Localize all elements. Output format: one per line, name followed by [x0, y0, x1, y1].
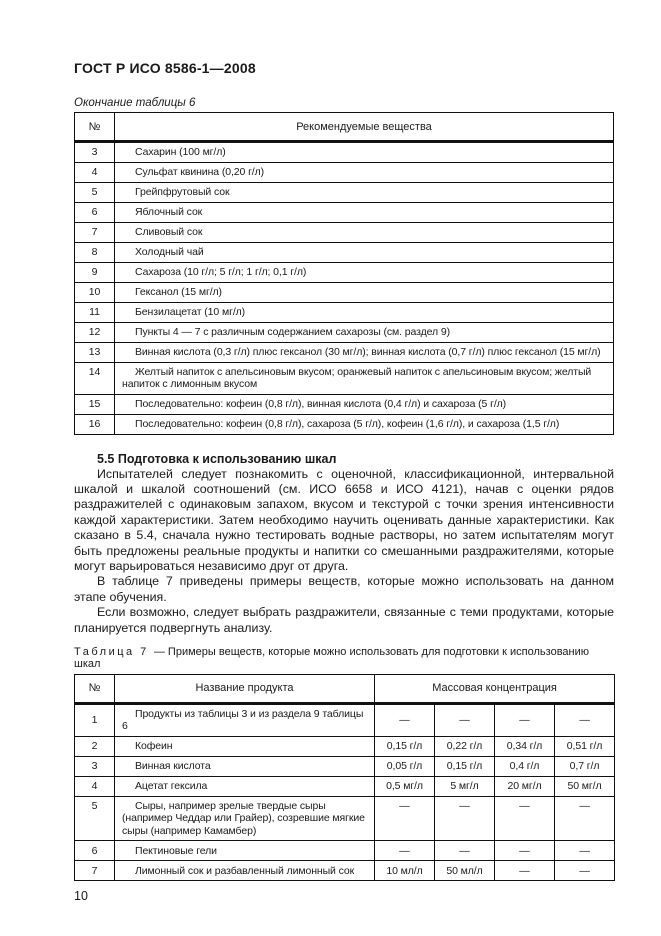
substance-cell: Сливовый сок: [115, 222, 614, 242]
row-number: 9: [75, 262, 115, 282]
row-number: 12: [75, 322, 115, 342]
concentration-cell: 0,34 г/л: [495, 736, 555, 756]
row-number: 3: [75, 142, 115, 163]
section-paragraphs: [74, 467, 614, 636]
substance-cell: Желтый напиток с апельсиновым вкусом; оранжевый напиток с апельсиновым вкусом; желтый напиток с лимонным вкусом: [115, 362, 614, 394]
table6-continuation-caption: Окончание таблицы 6: [74, 97, 196, 109]
column-header-product: Название продукта: [115, 674, 375, 703]
row-number: 16: [75, 414, 115, 434]
row-number: 5: [75, 182, 115, 202]
row-number: 10: [75, 282, 115, 302]
row-number: 7: [75, 222, 115, 242]
table-row: [75, 841, 615, 861]
substance-cell: Холодный чай: [115, 242, 614, 262]
substance-cell: Сахароза (10 г/л; 5 г/л; 1 г/л; 0,1 г/л): [115, 262, 614, 282]
row-number: 4: [75, 162, 115, 182]
concentration-cell: —: [495, 861, 555, 881]
table-header-row: [75, 674, 615, 703]
concentration-cell: —: [495, 841, 555, 861]
concentration-cell: —: [435, 841, 495, 861]
column-header-number: №: [75, 674, 115, 703]
substance-cell: Бензилацетат (10 мг/л): [115, 302, 614, 322]
table-row: [75, 342, 614, 362]
row-number: 8: [75, 242, 115, 262]
table7-caption: [74, 646, 614, 670]
concentration-cell: 50 мл/л: [435, 861, 495, 881]
row-number: 6: [75, 202, 115, 222]
table7-scale-training-substances: [74, 674, 615, 882]
table-row: [75, 756, 615, 776]
concentration-cell: —: [555, 703, 615, 736]
concentration-cell: —: [435, 703, 495, 736]
product-cell: Сыры, например зрелые твердые сыры (например Чеддар или Грайер), созревшие мягкие сыры (например Камамбер): [115, 796, 375, 841]
concentration-cell: 20 мг/л: [495, 776, 555, 796]
table-header-row: [75, 113, 614, 142]
table-row: [75, 202, 614, 222]
document-code: ГОСТ Р ИСО 8586-1—2008: [74, 60, 256, 76]
table-row: [75, 414, 614, 434]
row-number: 13: [75, 342, 115, 362]
table-row: [75, 142, 614, 163]
concentration-cell: —: [555, 861, 615, 881]
table-row: [75, 222, 614, 242]
concentration-cell: 5 мг/л: [435, 776, 495, 796]
page-number: 10: [74, 889, 88, 904]
product-cell: Ацетат гексила: [115, 776, 375, 796]
substance-cell: Последовательно: кофеин (0,8 г/л), винная кислота (0,4 г/л) и сахароза (5 г/л): [115, 394, 614, 414]
substance-cell: Грейпфрутовый сок: [115, 182, 614, 202]
column-header-concentration: Массовая концентрация: [375, 674, 615, 703]
table-row: [75, 362, 614, 394]
table6-body: [75, 142, 614, 435]
concentration-cell: —: [495, 703, 555, 736]
table7-header: [75, 674, 615, 703]
table-row: [75, 242, 614, 262]
row-number: 1: [75, 703, 115, 736]
concentration-cell: 0,51 г/л: [555, 736, 615, 756]
product-cell: Пектиновые гели: [115, 841, 375, 861]
table-row: [75, 796, 615, 841]
concentration-cell: —: [375, 703, 435, 736]
body-paragraph: В таблице 7 приведены примеры веществ, которые можно использовать на данном этапе обучения.: [74, 574, 614, 604]
table-row: [75, 302, 614, 322]
table-row: [75, 162, 614, 182]
table7-caption-text: — Примеры веществ, которые можно использовать для подготовки к использованию шкал: [74, 645, 590, 670]
product-cell: Винная кислота: [115, 756, 375, 776]
product-cell: Кофеин: [115, 736, 375, 756]
concentration-cell: 50 мг/л: [555, 776, 615, 796]
column-header-substance: Рекомендуемые вещества: [115, 113, 614, 142]
substance-cell: Гексанол (15 мг/л): [115, 282, 614, 302]
concentration-cell: 0,15 г/л: [375, 736, 435, 756]
product-cell: Продукты из таблицы 3 и из раздела 9 таблицы 6: [115, 703, 375, 736]
concentration-cell: —: [435, 796, 495, 841]
concentration-cell: 0,15 г/л: [435, 756, 495, 776]
concentration-cell: —: [555, 796, 615, 841]
row-number: 2: [75, 736, 115, 756]
substance-cell: Сульфат квинина (0,20 г/л): [115, 162, 614, 182]
row-number: 3: [75, 756, 115, 776]
table-row: [75, 394, 614, 414]
page-content: [74, 60, 614, 903]
concentration-cell: —: [375, 796, 435, 841]
table-row: [75, 776, 615, 796]
table-row: [75, 282, 614, 302]
row-number: 11: [75, 302, 115, 322]
substance-cell: Последовательно: кофеин (0,8 г/л), сахароза (5 г/л), кофеин (1,6 г/л), и сахароза (1,5 г/л): [115, 414, 614, 434]
substance-cell: Яблочный сок: [115, 202, 614, 222]
table-row: [75, 182, 614, 202]
table-row: [75, 861, 615, 881]
concentration-cell: —: [375, 841, 435, 861]
row-number: 7: [75, 861, 115, 881]
table-row: [75, 703, 615, 736]
table-row: [75, 736, 615, 756]
concentration-cell: 0,22 г/л: [435, 736, 495, 756]
section-heading: 5.5 Подготовка к использованию шкал: [97, 451, 337, 466]
row-number: 5: [75, 796, 115, 841]
table-row: [75, 322, 614, 342]
row-number: 4: [75, 776, 115, 796]
section-5-5: [74, 452, 614, 636]
body-paragraph: Если возможно, следует выбрать раздражители, связанные с теми продуктами, которые планируется подвергнуть анализу.: [74, 605, 614, 635]
table-row: [75, 262, 614, 282]
row-number: 6: [75, 841, 115, 861]
concentration-cell: 0,7 г/л: [555, 756, 615, 776]
table7-caption-label: Таблица 7: [74, 645, 149, 658]
concentration-cell: 0,4 г/л: [495, 756, 555, 776]
table6-recommended-substances: [74, 112, 614, 435]
row-number: 15: [75, 394, 115, 414]
substance-cell: Винная кислота (0,3 г/л) плюс гексанол (30 мг/л); винная кислота (0,7 г/л) плюс гексанол (15 мг/л): [115, 342, 614, 362]
body-paragraph: Испытателей следует познакомить с оценочной, классификационной, интервальной шкалой и шкалой соотношений (см. ИСО 6658 и ИСО 4121), начав с оценки рядов раздражителей с одинаковым запахом, вкусом и текстурой с точки зрения интенсивности каждой характеристики. Затем необходимо научить оценивать данные характеристики. Как сказано в 5.4, сначала нужно тестировать водные растворы, но затем испытателям могут быть предложены реальные продукты и напитки со смешанными раздражителями, которые могут варьироваться независимо друг от друга.: [74, 466, 614, 573]
substance-cell: Сахарин (100 мг/л): [115, 142, 614, 163]
table7-body: [75, 703, 615, 881]
row-number: 14: [75, 362, 115, 394]
concentration-cell: —: [495, 796, 555, 841]
column-header-number: №: [75, 113, 115, 142]
substance-cell: Пункты 4 — 7 с различным содержанием сахарозы (см. раздел 9): [115, 322, 614, 342]
concentration-cell: 0,05 г/л: [375, 756, 435, 776]
concentration-cell: 0,5 мг/л: [375, 776, 435, 796]
product-cell: Лимонный сок и разбавленный лимонный сок: [115, 861, 375, 881]
concentration-cell: 10 мл/л: [375, 861, 435, 881]
concentration-cell: —: [555, 841, 615, 861]
table6-header: [75, 113, 614, 142]
